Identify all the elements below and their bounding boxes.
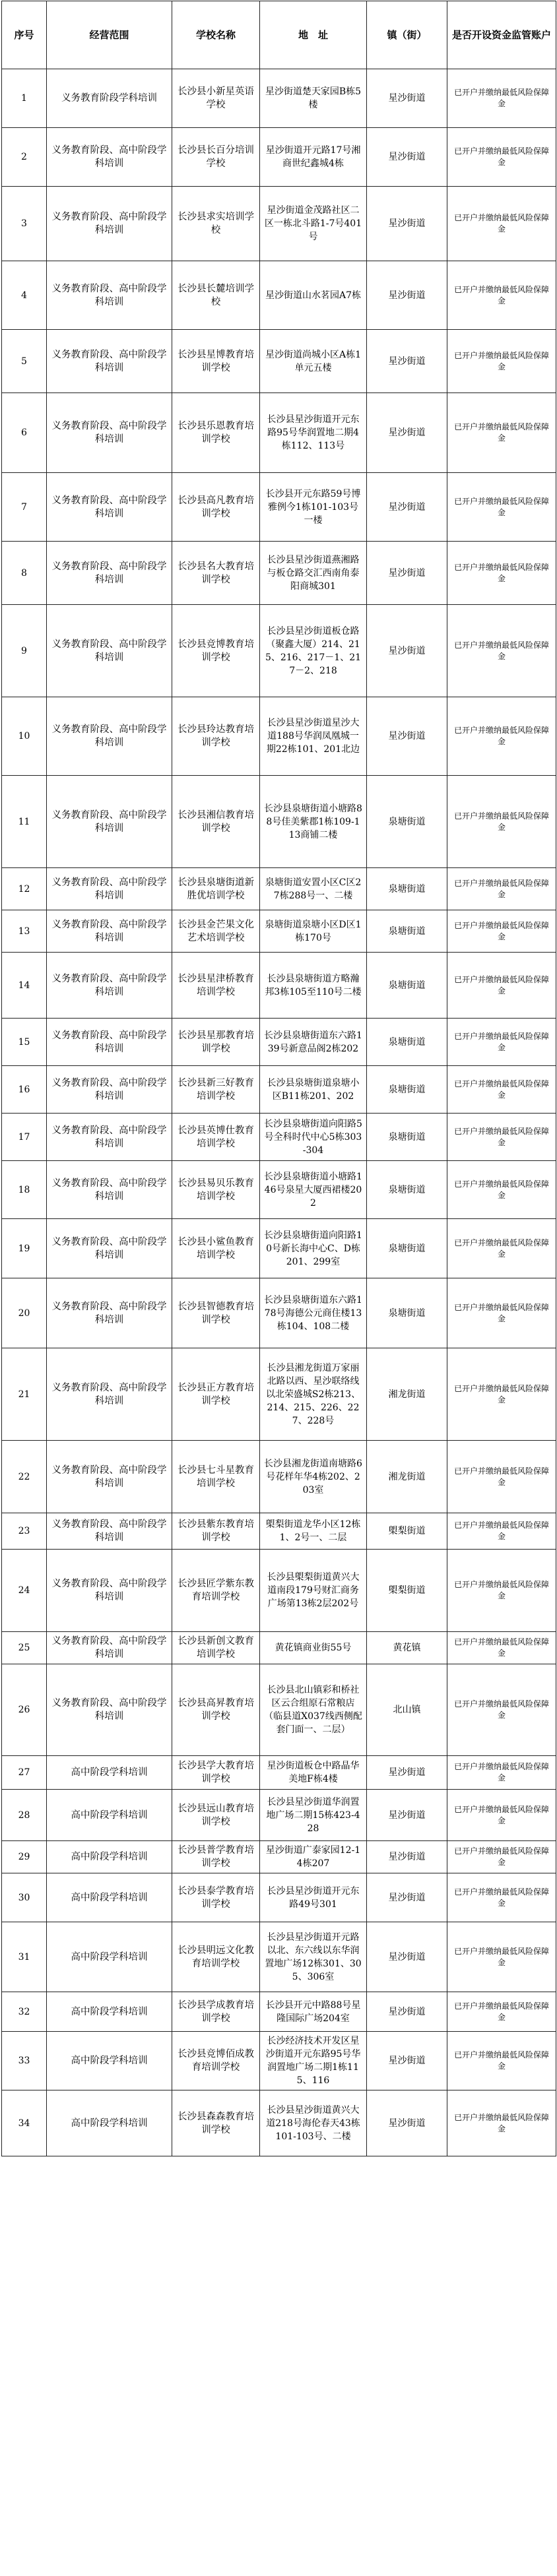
cell-scope: 义务教育阶段学科培训 — [47, 69, 172, 128]
cell-scope: 义务教育阶段、高中阶段学科培训 — [47, 1550, 172, 1632]
table-row — [2, 1664, 556, 1756]
cell-scope: 义务教育阶段、高中阶段学科培训 — [47, 128, 172, 187]
cell-scope: 义务教育阶段、高中阶段学科培训 — [47, 330, 172, 393]
school-table — [1, 1, 556, 2156]
table-row — [2, 953, 556, 1019]
cell-school: 长沙县普学教育培训学校 — [172, 1841, 260, 1873]
cell-school: 长沙县金芒果文化艺术培训学校 — [172, 910, 260, 953]
cell-account: 已开户并缴纳最低风险保障金 — [447, 1632, 556, 1664]
cell-account: 已开户并缴纳最低风险保障金 — [447, 69, 556, 128]
cell-address: 长沙县星沙街道黄兴大道218号海伦春天43栋101-103号、二楼 — [260, 2090, 367, 2156]
cell-no: 25 — [2, 1632, 47, 1664]
cell-account: 已开户并缴纳最低风险保障金 — [447, 1922, 556, 1992]
table-row — [2, 1632, 556, 1664]
cell-account: 已开户并缴纳最低风险保障金 — [447, 776, 556, 868]
cell-scope: 义务教育阶段、高中阶段学科培训 — [47, 473, 172, 542]
cell-address: 泉塘街道安置小区C区27栋288号一、二楼 — [260, 868, 367, 910]
table-row — [2, 1513, 556, 1550]
cell-scope: 义务教育阶段、高中阶段学科培训 — [47, 187, 172, 261]
header-town: 镇（街） — [367, 1, 447, 69]
cell-address: 星沙街道楚天家园B栋5楼 — [260, 69, 367, 128]
cell-scope: 高中阶段学科培训 — [47, 1992, 172, 2032]
table-row — [2, 868, 556, 910]
table-row — [2, 1019, 556, 1066]
cell-town: 星沙街道 — [367, 393, 447, 473]
cell-scope: 义务教育阶段、高中阶段学科培训 — [47, 393, 172, 473]
cell-town: 星沙街道 — [367, 697, 447, 776]
cell-address: 长沙县㮾梨街道黄兴大道南段179号财汇商务广场第13栋2层202号 — [260, 1550, 367, 1632]
cell-address: 长沙县湘龙街道万家丽北路以西、星沙联络线以北荣盛城S2栋213、214、215、226、227、228号 — [260, 1348, 367, 1441]
cell-scope: 义务教育阶段、高中阶段学科培训 — [47, 542, 172, 605]
cell-no: 12 — [2, 868, 47, 910]
cell-account: 已开户并缴纳最低风险保障金 — [447, 542, 556, 605]
cell-scope: 义务教育阶段、高中阶段学科培训 — [47, 1278, 172, 1348]
table-row — [2, 2032, 556, 2090]
cell-no: 2 — [2, 128, 47, 187]
cell-no: 29 — [2, 1841, 47, 1873]
cell-school: 长沙县高昇教育培训学校 — [172, 1664, 260, 1756]
cell-account: 已开户并缴纳最低风险保障金 — [447, 868, 556, 910]
header-school: 学校名称 — [172, 1, 260, 69]
cell-town: 星沙街道 — [367, 1841, 447, 1873]
table-row — [2, 1756, 556, 1790]
cell-school: 长沙县泰学教育培训学校 — [172, 1873, 260, 1922]
cell-address: 长沙县星沙街道板仓路（聚鑫大厦）214、215、216、217－1、217－2、218 — [260, 605, 367, 697]
cell-address: 㮾梨街道龙华小区12栋1、2号一、二层 — [260, 1513, 367, 1550]
cell-school: 长沙县正方教育培训学校 — [172, 1348, 260, 1441]
cell-scope: 高中阶段学科培训 — [47, 1756, 172, 1790]
cell-town: 湘龙街道 — [367, 1441, 447, 1513]
cell-scope: 义务教育阶段、高中阶段学科培训 — [47, 1066, 172, 1114]
cell-address: 星沙街道广泰家园12-14栋207 — [260, 1841, 367, 1873]
cell-scope: 义务教育阶段、高中阶段学科培训 — [47, 953, 172, 1019]
cell-no: 5 — [2, 330, 47, 393]
cell-school: 长沙县紫东教育培训学校 — [172, 1513, 260, 1550]
table-row — [2, 261, 556, 330]
cell-no: 18 — [2, 1161, 47, 1219]
cell-scope: 义务教育阶段、高中阶段学科培训 — [47, 605, 172, 697]
cell-no: 22 — [2, 1441, 47, 1513]
cell-scope: 义务教育阶段、高中阶段学科培训 — [47, 261, 172, 330]
cell-school: 长沙县智德教育培训学校 — [172, 1278, 260, 1348]
cell-school: 长沙县森森教育培训学校 — [172, 2090, 260, 2156]
table-row — [2, 1161, 556, 1219]
table-row — [2, 1550, 556, 1632]
cell-scope: 高中阶段学科培训 — [47, 2090, 172, 2156]
cell-town: 泉塘街道 — [367, 1278, 447, 1348]
table-row — [2, 1348, 556, 1441]
cell-town: 星沙街道 — [367, 605, 447, 697]
cell-school: 长沙县学成教育培训学校 — [172, 1992, 260, 2032]
cell-address: 长沙县泉塘街道方略瀚邦3栋105至110号二楼 — [260, 953, 367, 1019]
cell-scope: 义务教育阶段、高中阶段学科培训 — [47, 1441, 172, 1513]
cell-address: 长沙县泉塘街道泉塘小区B11栋201、202 — [260, 1066, 367, 1114]
cell-no: 8 — [2, 542, 47, 605]
table-body — [2, 69, 556, 2156]
cell-scope: 高中阶段学科培训 — [47, 1922, 172, 1992]
table-row — [2, 69, 556, 128]
table-row — [2, 1841, 556, 1873]
cell-address: 长沙县湘龙街道南塘路6号花样年华4栋202、203室 — [260, 1441, 367, 1513]
cell-town: 星沙街道 — [367, 69, 447, 128]
cell-address: 长沙经济技术开发区星沙街道开元东路95号华润置地广场二期1栋115、116 — [260, 2032, 367, 2090]
cell-no: 11 — [2, 776, 47, 868]
cell-account: 已开户并缴纳最低风险保障金 — [447, 1114, 556, 1161]
cell-school: 长沙县易贝乐教育培训学校 — [172, 1161, 260, 1219]
header-no: 序号 — [2, 1, 47, 69]
cell-account: 已开户并缴纳最低风险保障金 — [447, 393, 556, 473]
cell-town: 星沙街道 — [367, 128, 447, 187]
cell-scope: 高中阶段学科培训 — [47, 1873, 172, 1922]
cell-address: 星沙街道板仓中路晶华美地F栋4楼 — [260, 1756, 367, 1790]
cell-address: 长沙县星沙街道开元路以北、东六线以东华润置地广场12栋301、305、306室 — [260, 1922, 367, 1992]
cell-no: 15 — [2, 1019, 47, 1066]
cell-account: 已开户并缴纳最低风险保障金 — [447, 1513, 556, 1550]
cell-account: 已开户并缴纳最低风险保障金 — [447, 1219, 556, 1278]
table-row — [2, 776, 556, 868]
cell-account: 已开户并缴纳最低风险保障金 — [447, 1992, 556, 2032]
cell-scope: 义务教育阶段、高中阶段学科培训 — [47, 1348, 172, 1441]
cell-school: 长沙县小新星英语学校 — [172, 69, 260, 128]
table-row — [2, 330, 556, 393]
cell-address: 长沙县星沙街道星沙大道188号华润凤凰城一期22栋101、201北边 — [260, 697, 367, 776]
table-row — [2, 1790, 556, 1841]
cell-town: 泉塘街道 — [367, 1219, 447, 1278]
cell-address: 长沙县北山镇彩和桥社区云合组原石常粮店（临县道X037线西侧配套门面一、二层） — [260, 1664, 367, 1756]
cell-account: 已开户并缴纳最低风险保障金 — [447, 1790, 556, 1841]
cell-account: 已开户并缴纳最低风险保障金 — [447, 1278, 556, 1348]
cell-scope: 义务教育阶段、高中阶段学科培训 — [47, 910, 172, 953]
cell-scope: 义务教育阶段、高中阶段学科培训 — [47, 1114, 172, 1161]
cell-school: 长沙县乐恩教育培训学校 — [172, 393, 260, 473]
table-row — [2, 605, 556, 697]
cell-account: 已开户并缴纳最低风险保障金 — [447, 261, 556, 330]
cell-town: 湘龙街道 — [367, 1348, 447, 1441]
cell-town: 星沙街道 — [367, 542, 447, 605]
cell-scope: 义务教育阶段、高中阶段学科培训 — [47, 1019, 172, 1066]
cell-no: 31 — [2, 1922, 47, 1992]
cell-town: 星沙街道 — [367, 1790, 447, 1841]
cell-school: 长沙县星津桥教育培训学校 — [172, 953, 260, 1019]
cell-scope: 义务教育阶段、高中阶段学科培训 — [47, 697, 172, 776]
cell-scope: 义务教育阶段、高中阶段学科培训 — [47, 1632, 172, 1664]
cell-no: 7 — [2, 473, 47, 542]
cell-town: 星沙街道 — [367, 261, 447, 330]
cell-no: 30 — [2, 1873, 47, 1922]
cell-school: 长沙县玲达教育培训学校 — [172, 697, 260, 776]
cell-account: 已开户并缴纳最低风险保障金 — [447, 953, 556, 1019]
cell-account: 已开户并缴纳最低风险保障金 — [447, 1161, 556, 1219]
cell-account: 已开户并缴纳最低风险保障金 — [447, 1019, 556, 1066]
cell-no: 17 — [2, 1114, 47, 1161]
cell-school: 长沙县明远文化教育培训学校 — [172, 1922, 260, 1992]
table-row — [2, 1278, 556, 1348]
cell-account: 已开户并缴纳最低风险保障金 — [447, 910, 556, 953]
table-row — [2, 1441, 556, 1513]
cell-no: 14 — [2, 953, 47, 1019]
cell-school: 长沙县名大教育培训学校 — [172, 542, 260, 605]
cell-town: 星沙街道 — [367, 1922, 447, 1992]
cell-school: 长沙县学大教育培训学校 — [172, 1756, 260, 1790]
cell-town: 泉塘街道 — [367, 910, 447, 953]
table-row — [2, 128, 556, 187]
cell-address: 长沙县泉塘街道东六路139号新意品阁2栋202 — [260, 1019, 367, 1066]
cell-account: 已开户并缴纳最低风险保障金 — [447, 1873, 556, 1922]
cell-account: 已开户并缴纳最低风险保障金 — [447, 1756, 556, 1790]
table-row — [2, 697, 556, 776]
cell-account: 已开户并缴纳最低风险保障金 — [447, 187, 556, 261]
cell-account: 已开户并缴纳最低风险保障金 — [447, 1348, 556, 1441]
cell-town: 泉塘街道 — [367, 953, 447, 1019]
cell-address: 长沙县开元东路59号博雅例今1栋101-103号一楼 — [260, 473, 367, 542]
cell-address: 长沙县泉塘街道小塘路88号佳美紫郡1栋109-113商铺二楼 — [260, 776, 367, 868]
table-row — [2, 910, 556, 953]
cell-town: 星沙街道 — [367, 1992, 447, 2032]
cell-no: 32 — [2, 1992, 47, 2032]
cell-no: 16 — [2, 1066, 47, 1114]
cell-address: 长沙县泉塘街道向阳路10号新长海中心C、D栋201、299室 — [260, 1219, 367, 1278]
cell-account: 已开户并缴纳最低风险保障金 — [447, 2090, 556, 2156]
cell-school: 长沙县长百分培训学校 — [172, 128, 260, 187]
cell-no: 1 — [2, 69, 47, 128]
cell-scope: 义务教育阶段、高中阶段学科培训 — [47, 776, 172, 868]
cell-account: 已开户并缴纳最低风险保障金 — [447, 1441, 556, 1513]
cell-town: 泉塘街道 — [367, 1066, 447, 1114]
cell-town: 星沙街道 — [367, 1756, 447, 1790]
cell-school: 长沙县竞博教育培训学校 — [172, 605, 260, 697]
cell-address: 长沙县泉塘街道向阳路5号全科时代中心5栋303-304 — [260, 1114, 367, 1161]
cell-address: 长沙县星沙街道开元东路95号华润置地二期4栋112、113号 — [260, 393, 367, 473]
cell-no: 20 — [2, 1278, 47, 1348]
header-scope: 经营范围 — [47, 1, 172, 69]
table-row — [2, 187, 556, 261]
cell-address: 长沙县星沙街道华润置地广场二期15栋423-428 — [260, 1790, 367, 1841]
cell-no: 19 — [2, 1219, 47, 1278]
cell-town: 泉塘街道 — [367, 868, 447, 910]
cell-no: 28 — [2, 1790, 47, 1841]
cell-scope: 义务教育阶段、高中阶段学科培训 — [47, 1161, 172, 1219]
cell-school: 长沙县英博仕教育培训学校 — [172, 1114, 260, 1161]
cell-address: 长沙县泉塘街道东六路178号海德公元商住楼13栋104、108二楼 — [260, 1278, 367, 1348]
cell-account: 已开户并缴纳最低风险保障金 — [447, 2032, 556, 2090]
table-row — [2, 1066, 556, 1114]
cell-school: 长沙县小鲨鱼教育培训学校 — [172, 1219, 260, 1278]
cell-town: 泉塘街道 — [367, 1019, 447, 1066]
cell-address: 星沙街道尚城小区A栋1单元五楼 — [260, 330, 367, 393]
cell-account: 已开户并缴纳最低风险保障金 — [447, 1664, 556, 1756]
cell-scope: 高中阶段学科培训 — [47, 1841, 172, 1873]
cell-account: 已开户并缴纳最低风险保障金 — [447, 473, 556, 542]
cell-scope: 高中阶段学科培训 — [47, 1790, 172, 1841]
table-row — [2, 473, 556, 542]
cell-account: 已开户并缴纳最低风险保障金 — [447, 1066, 556, 1114]
table-row — [2, 2090, 556, 2156]
cell-school: 长沙县星那教育培训学校 — [172, 1019, 260, 1066]
cell-no: 9 — [2, 605, 47, 697]
cell-town: 星沙街道 — [367, 2090, 447, 2156]
cell-town: 星沙街道 — [367, 1873, 447, 1922]
cell-school: 长沙县远山教育培训学校 — [172, 1790, 260, 1841]
cell-town: 泉塘街道 — [367, 1161, 447, 1219]
cell-no: 3 — [2, 187, 47, 261]
table-row — [2, 1873, 556, 1922]
cell-school: 长沙县湘信教育培训学校 — [172, 776, 260, 868]
cell-school: 长沙县竞博佰成教育培训学校 — [172, 2032, 260, 2090]
cell-scope: 高中阶段学科培训 — [47, 2032, 172, 2090]
cell-no: 13 — [2, 910, 47, 953]
table-row — [2, 1114, 556, 1161]
cell-town: 泉塘街道 — [367, 1114, 447, 1161]
cell-no: 21 — [2, 1348, 47, 1441]
table-row — [2, 393, 556, 473]
table-row — [2, 1992, 556, 2032]
cell-scope: 义务教育阶段、高中阶段学科培训 — [47, 868, 172, 910]
cell-school: 长沙县新创文教育培训学校 — [172, 1632, 260, 1664]
cell-account: 已开户并缴纳最低风险保障金 — [447, 1550, 556, 1632]
cell-address: 长沙县开元中路88号星隆国际广场204室 — [260, 1992, 367, 2032]
cell-scope: 义务教育阶段、高中阶段学科培训 — [47, 1219, 172, 1278]
cell-town: 北山镇 — [367, 1664, 447, 1756]
header-account: 是否开设资金监管账户 — [447, 1, 556, 69]
cell-no: 26 — [2, 1664, 47, 1756]
cell-town: 星沙街道 — [367, 330, 447, 393]
cell-no: 6 — [2, 393, 47, 473]
cell-school: 长沙县匠学紫东教育培训学校 — [172, 1550, 260, 1632]
cell-town: 黄花镇 — [367, 1632, 447, 1664]
cell-no: 23 — [2, 1513, 47, 1550]
cell-address: 泉塘街道泉塘小区D区1栋170号 — [260, 910, 367, 953]
cell-address: 星沙街道开元路17号湘商世纪鑫城4栋 — [260, 128, 367, 187]
cell-no: 33 — [2, 2032, 47, 2090]
cell-account: 已开户并缴纳最低风险保障金 — [447, 1841, 556, 1873]
cell-address: 星沙街道山水茗园A7栋 — [260, 261, 367, 330]
cell-address: 星沙街道金茂路社区二区一栋北斗路1-7号401号 — [260, 187, 367, 261]
cell-school: 长沙县七斗星教育培训学校 — [172, 1441, 260, 1513]
cell-school: 长沙县长麓培训学校 — [172, 261, 260, 330]
cell-address: 长沙县星沙街道开元东路49号301 — [260, 1873, 367, 1922]
cell-town: 星沙街道 — [367, 187, 447, 261]
cell-scope: 义务教育阶段、高中阶段学科培训 — [47, 1513, 172, 1550]
cell-account: 已开户并缴纳最低风险保障金 — [447, 697, 556, 776]
cell-no: 4 — [2, 261, 47, 330]
cell-town: 星沙街道 — [367, 473, 447, 542]
cell-school: 长沙县泉塘街道新胜优培训学校 — [172, 868, 260, 910]
cell-school: 长沙县求实培训学校 — [172, 187, 260, 261]
cell-account: 已开户并缴纳最低风险保障金 — [447, 128, 556, 187]
cell-account: 已开户并缴纳最低风险保障金 — [447, 605, 556, 697]
cell-scope: 义务教育阶段、高中阶段学科培训 — [47, 1664, 172, 1756]
cell-no: 24 — [2, 1550, 47, 1632]
table-row — [2, 542, 556, 605]
cell-address: 黄花镇商业街55号 — [260, 1632, 367, 1664]
cell-school: 长沙县高凡教育培训学校 — [172, 473, 260, 542]
cell-address: 长沙县星沙街道燕湘路与板仓路交汇西南角泰阳商城301 — [260, 542, 367, 605]
table-row — [2, 1219, 556, 1278]
header-row — [2, 1, 556, 69]
cell-town: 泉塘街道 — [367, 776, 447, 868]
cell-no: 27 — [2, 1756, 47, 1790]
cell-town: 㮾梨街道 — [367, 1513, 447, 1550]
cell-town: 㮾梨街道 — [367, 1550, 447, 1632]
header-address: 地 址 — [260, 1, 367, 69]
cell-school: 长沙县星博教育培训学校 — [172, 330, 260, 393]
table-row — [2, 1922, 556, 1992]
cell-town: 星沙街道 — [367, 2032, 447, 2090]
cell-no: 10 — [2, 697, 47, 776]
cell-no: 34 — [2, 2090, 47, 2156]
cell-address: 长沙县泉塘街道小塘路146号泉星大厦西裙楼202 — [260, 1161, 367, 1219]
cell-school: 长沙县新三好教育培训学校 — [172, 1066, 260, 1114]
cell-account: 已开户并缴纳最低风险保障金 — [447, 330, 556, 393]
